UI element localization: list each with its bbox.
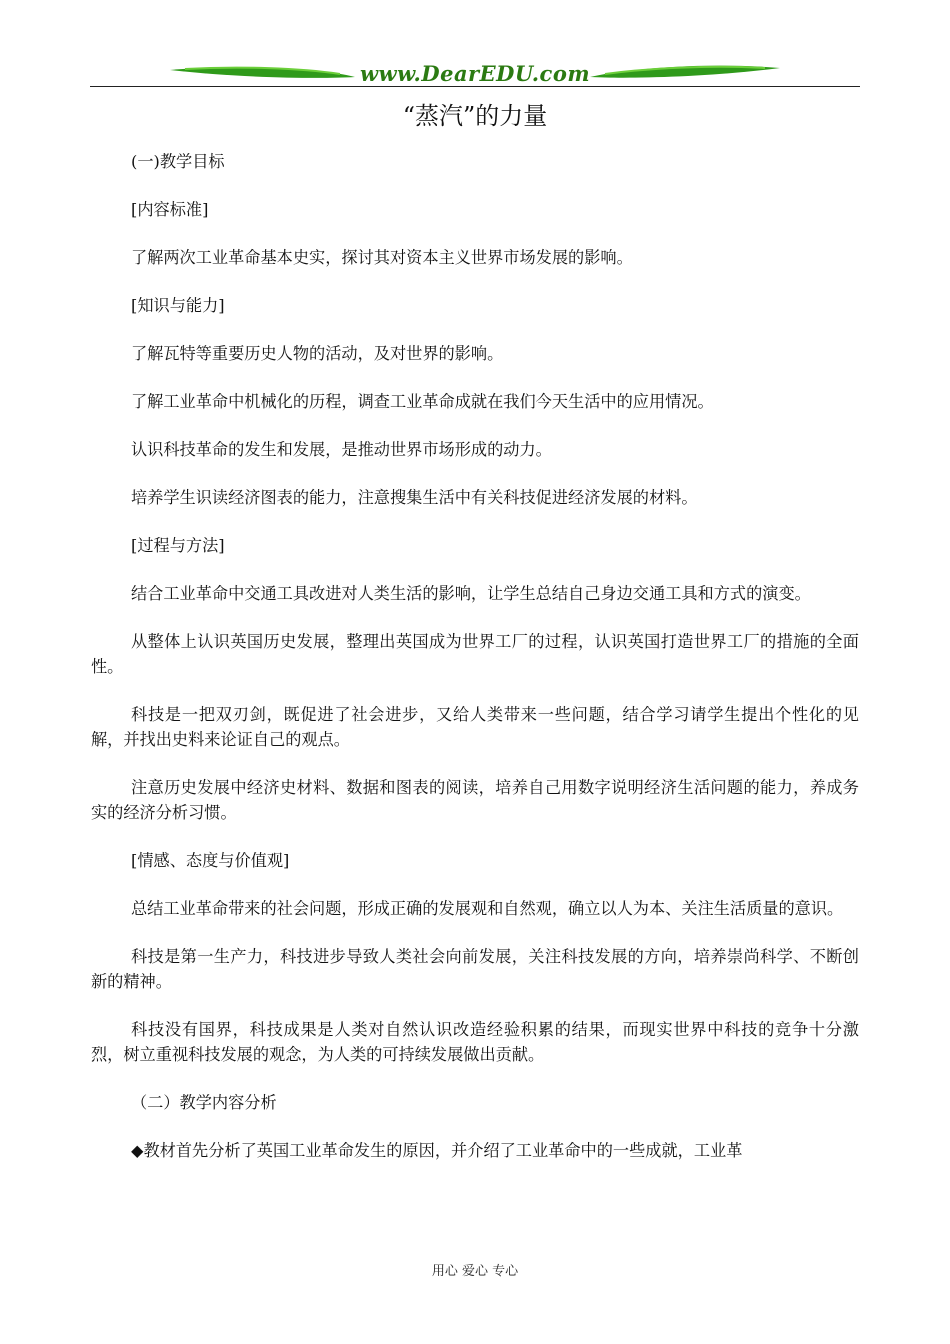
- paragraph: 从整体上认识英国历史发展，整理出英国成为世界工厂的过程，认识英国打造世界工厂的措施的全面性。: [91, 632, 859, 676]
- document-body: [91, 149, 859, 1186]
- page-footer: 用心 爱心 专心: [431, 1264, 519, 1279]
- subsection-heading: [内容标准]: [131, 200, 209, 219]
- subsection-heading: [情感、态度与价值观]: [131, 851, 290, 870]
- paragraph: 科技没有国界，科技成果是人类对自然认识改造经验积累的结果，而现实世界中科技的竞争十分激烈，树立重视科技发展的观念，为人类的可持续发展做出贡献。: [91, 1020, 859, 1064]
- subsection-heading: [知识与能力]: [131, 296, 225, 315]
- page-title: “蒸汽”的力量: [402, 102, 548, 130]
- paragraph: 总结工业革命带来的社会问题，形成正确的发展观和自然观，确立以人为本、关注生活质量的意识。: [131, 899, 844, 918]
- paragraph: 认识科技革命的发生和发展，是推动世界市场形成的动力。: [131, 440, 552, 459]
- paragraph: 了解两次工业革命基本史实，探讨其对资本主义世界市场发展的影响。: [131, 248, 633, 267]
- paragraph: 科技是一把双刃剑，既促进了社会进步，又给人类带来一些问题，结合学习请学生提出个性化的见解，并找出史料来论证自己的观点。: [91, 705, 859, 749]
- section-heading: (一)教学目标: [131, 152, 225, 171]
- paragraph: 了解瓦特等重要历史人物的活动，及对世界的影响。: [131, 344, 504, 363]
- paragraph: ◆教材首先分析了英国工业革命发生的原因，并介绍了工业革命中的一些成就，工业革: [131, 1141, 743, 1160]
- paragraph: 了解工业革命中机械化的历程，调查工业革命成就在我们今天生活中的应用情况。: [131, 392, 714, 411]
- paragraph: 科技是第一生产力，科技进步导致人类社会向前发展，关注科技发展的方向，培养崇尚科学、不断创新的精神。: [91, 947, 859, 991]
- header-rule: [90, 86, 860, 87]
- paragraph: 注意历史发展中经济史材料、数据和图表的阅读，培养自己用数字说明经济生活问题的能力，养成务实的经济分析习惯。: [91, 778, 859, 822]
- paragraph: 培养学生识读经济图表的能力，注意搜集生活中有关科技促进经济发展的材料。: [131, 488, 698, 507]
- section-heading: （二）教学内容分析: [131, 1093, 277, 1112]
- logo-text: www.DearEDU.com: [359, 61, 591, 86]
- paragraph: 结合工业革命中交通工具改进对人类生活的影响，让学生总结自己身边交通工具和方式的演变。: [131, 584, 811, 603]
- subsection-heading: [过程与方法]: [131, 536, 225, 555]
